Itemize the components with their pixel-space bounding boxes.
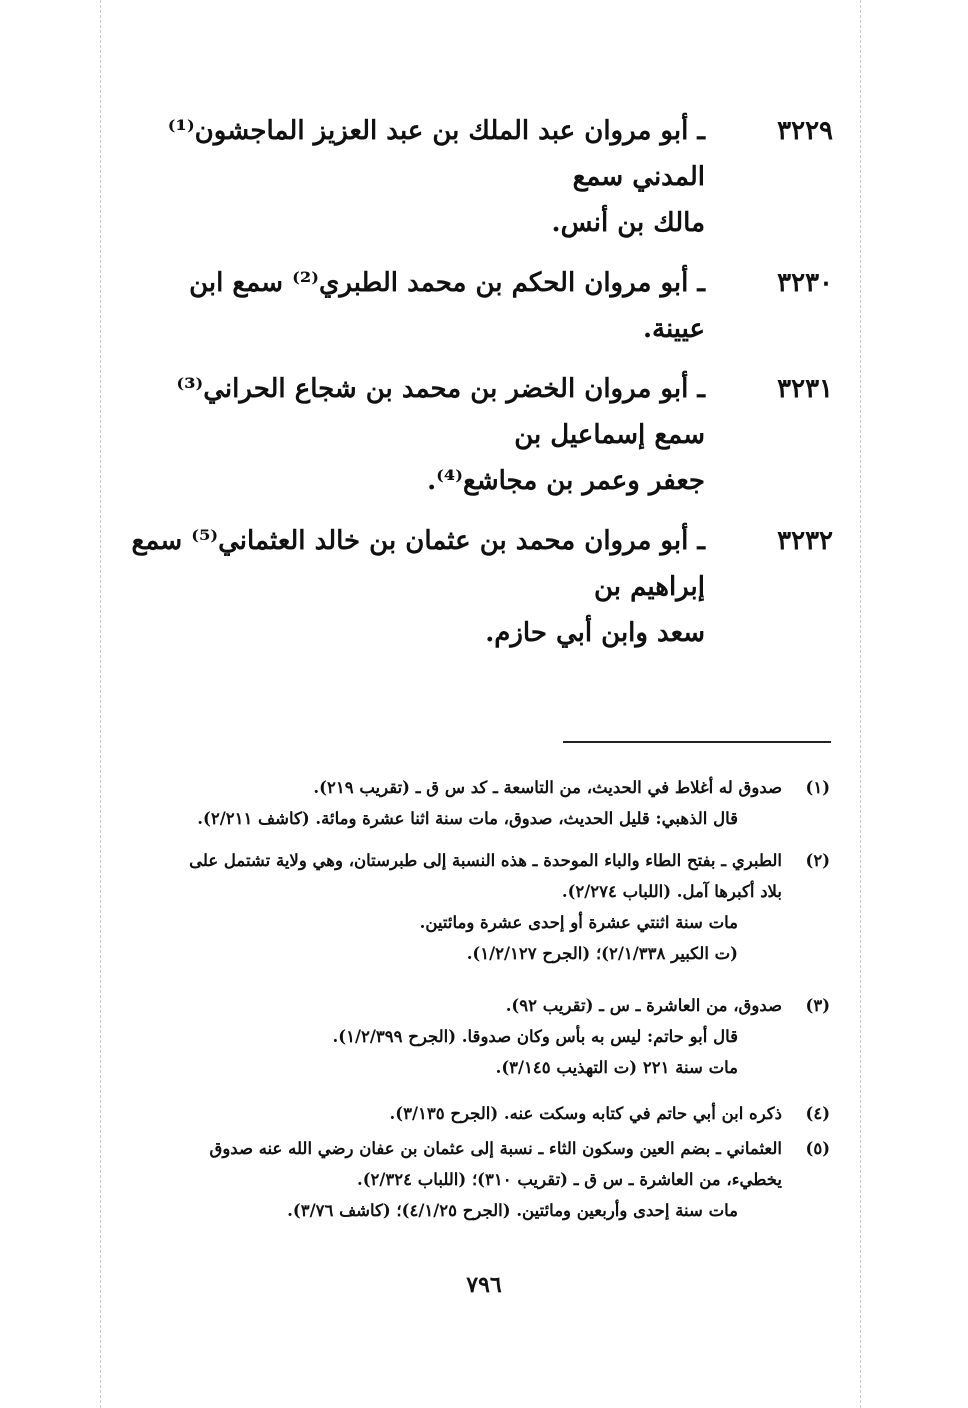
entry-line: ـ أبو مروان الحكم بن محمد الطبري⁽²⁾ سمع ابن عيينة.	[189, 268, 705, 344]
footnote-number: (٣)	[805, 996, 830, 1015]
entry-3229	[120, 108, 833, 246]
footnote-separator	[563, 741, 831, 743]
guide-line	[860, 0, 861, 1408]
entry-3231	[120, 366, 833, 504]
footnote-sub: مات سنة ٢٢١ (ت التهذيب ٣/١٤٥).	[495, 1058, 738, 1077]
entry-number: ٣٢٣٢	[777, 526, 833, 556]
footnote-number: (٥)	[805, 1139, 830, 1158]
footnote-3	[130, 990, 830, 1083]
entry-line: مالك بن أنس.	[551, 208, 705, 238]
footnote-line: العثماني ـ بضم العين وسكون الثاء ـ نسبة إلى عثمان بن عفان رضي الله عنه صدوق	[209, 1139, 782, 1158]
guide-line	[100, 0, 101, 1408]
footnote-line: بلاد أكبرها آمل. (اللباب ٢/٢٧٤).	[561, 882, 782, 901]
entry-line: ـ أبو مروان محمد بن عثمان بن خالد العثماني⁽⁵⁾ سمع إبراهيم بن	[131, 526, 705, 602]
entry-line: ـ أبو مروان الخضر بن محمد بن شجاع الحراني⁽³⁾ سمع إسماعيل بن	[176, 374, 705, 450]
footnote-sub: مات سنة اثنتي عشرة أو إحدى عشرة ومائتين.	[419, 913, 738, 932]
footnote-line: ذكره ابن أبي حاتم في كتابه وسكت عنه. (الجرح ٣/١٣٥).	[389, 1104, 782, 1123]
footnote-1	[130, 772, 830, 834]
entry-line: جعفر وعمر بن مجاشع⁽⁴⁾.	[427, 466, 705, 496]
footnote-sub: قال أبو حاتم: ليس به بأس وكان صدوقا. (الجرح ١/٢/٣٩٩).	[332, 1027, 738, 1046]
entry-line: ـ أبو مروان عبد الملك بن عبد العزيز الماجشون⁽¹⁾ المدني سمع	[167, 116, 705, 192]
page-number: ٧٩٦	[466, 1272, 502, 1298]
entry-3230	[120, 260, 833, 352]
footnote-sub: (ت الكبير ٢/١/٣٣٨)؛ (الجرح ١/٢/١٢٧).	[466, 944, 738, 963]
footnote-number: (٢)	[805, 851, 830, 870]
entry-3232	[120, 518, 833, 656]
footnote-line: صدوق، من العاشرة ـ س ـ (تقريب ٩٢).	[505, 996, 782, 1015]
footnote-4	[130, 1098, 830, 1129]
footnote-5	[130, 1133, 830, 1226]
entry-line: سعد وابن أبي حازم.	[485, 618, 705, 648]
footnote-line: يخطيء، من العاشرة ـ س ق ـ (تقريب ٣١٠)؛ (اللباب ٢/٣٢٤).	[356, 1170, 782, 1189]
footnote-sub: مات سنة إحدى وأربعين ومائتين. (الجرح ٤/١/٢٥)؛ (كاشف ٣/٧٦).	[287, 1201, 738, 1220]
footnote-2	[130, 845, 830, 969]
footnote-number: (٤)	[805, 1104, 830, 1123]
footnote-line: الطبري ـ بفتح الطاء والباء الموحدة ـ هذه النسبة إلى طبرستان، وهي ولاية تشتمل على	[189, 851, 782, 870]
footnote-sub: قال الذهبي: قليل الحديث، صدوق، مات سنة اثنا عشرة ومائة. (كاشف ٢/٢١١).	[197, 809, 738, 828]
entry-number: ٣٢٣١	[777, 374, 833, 404]
main-text	[120, 108, 833, 670]
entry-number: ٣٢٣٠	[777, 268, 833, 298]
footnote-number: (١)	[805, 778, 830, 797]
footnote-line: صدوق له أغلاط في الحديث، من التاسعة ـ كد س ق ـ (تقريب ٢١٩).	[313, 778, 782, 797]
entry-number: ٣٢٢٩	[777, 116, 833, 146]
